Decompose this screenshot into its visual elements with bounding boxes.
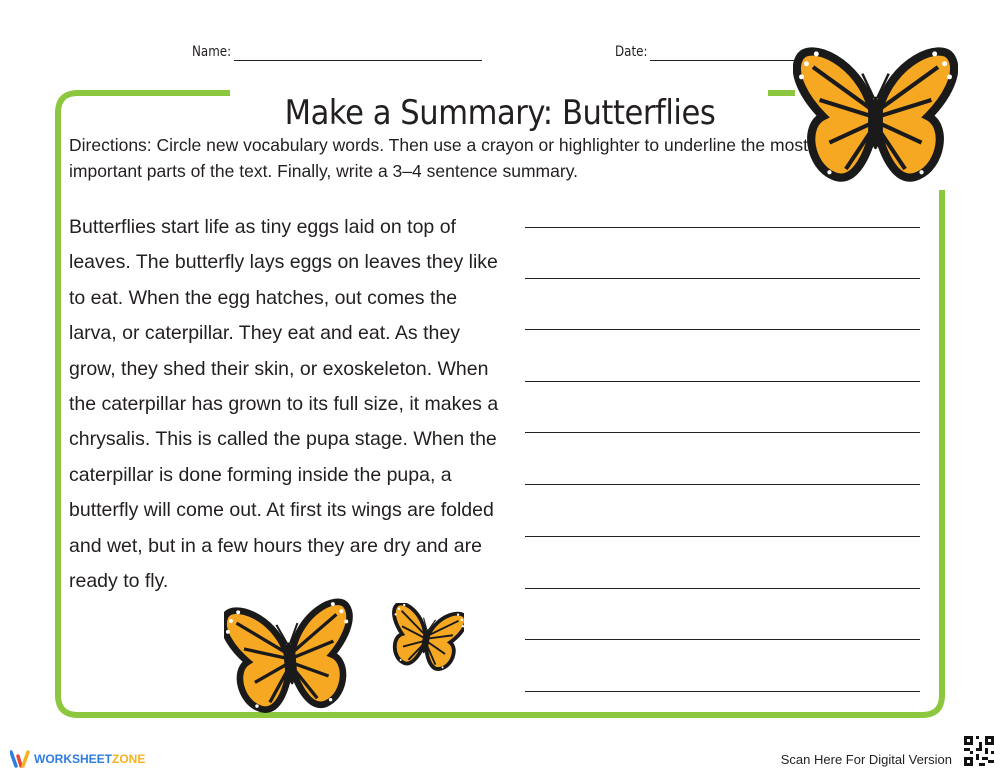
logo-text: WORKSHEET — [34, 752, 112, 766]
butterfly-illustration — [388, 603, 464, 675]
butterfly-illustration — [224, 597, 356, 722]
summary-line[interactable] — [525, 278, 920, 279]
page-title: Make a Summary: Butterflies — [284, 92, 716, 133]
butterfly-illustration — [793, 44, 958, 192]
summary-line[interactable] — [525, 536, 920, 537]
summary-line[interactable] — [525, 381, 920, 382]
logo-text-zone: ZONE — [112, 752, 146, 766]
date-field[interactable] — [650, 60, 800, 61]
reading-passage: Butterflies start life as tiny eggs laid on top of leaves. The butterfly lays eggs on leaves they like to eat. When the egg hatches, out comes the larva, or caterpillar. They eat and eat. As they grow, they shed their skin, or exoskeleton. When the caterpillar has grown to its full size, it makes a chrysalis. This is called the pupa stage. When the caterpillar is done forming inside the pupa, a butterfly will come out. At first its wings are folded and wet, but in a few hours they are dry and are ready to fly. — [69, 216, 499, 593]
summary-line[interactable] — [525, 227, 920, 228]
directions-text: Directions: Circle new vocabulary words. Then use a crayon or highlighter to underline the most important parts of the text. Finally, write a 3–4 sentence summary. — [69, 135, 808, 181]
date-label: Date: — [615, 44, 648, 60]
summary-line[interactable] — [525, 432, 920, 433]
summary-line[interactable] — [525, 639, 920, 640]
logo-w-icon — [10, 750, 30, 768]
worksheetzone-logo[interactable] — [10, 750, 145, 768]
name-label: Name: — [192, 44, 232, 60]
name-field[interactable] — [234, 60, 482, 61]
summary-line[interactable] — [525, 691, 920, 692]
qr-code[interactable] — [964, 736, 994, 766]
scan-text: Scan Here For Digital Version — [780, 752, 952, 767]
summary-line[interactable] — [525, 329, 920, 330]
summary-line[interactable] — [525, 484, 920, 485]
summary-line[interactable] — [525, 588, 920, 589]
